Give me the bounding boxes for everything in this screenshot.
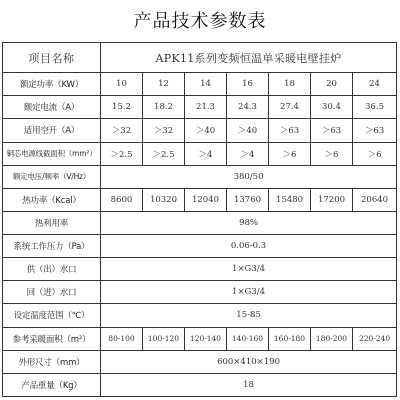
row-value-cell: 21.3 <box>185 96 227 119</box>
row-label: 外形尺寸（mm） <box>3 350 101 373</box>
row-value-cell: 220-240 <box>353 327 397 350</box>
row-value-cell: 15.2 <box>101 96 143 119</box>
row-label: 产品重量（Kg） <box>3 373 101 396</box>
row-value-cell: 180-200 <box>311 327 353 350</box>
row-label: 系统工作压力（Pa） <box>3 235 101 258</box>
row-value-cell: ＞6 <box>311 142 353 165</box>
row-value-cell: 80-100 <box>101 327 143 350</box>
row-label: 额定电流（A） <box>3 96 101 119</box>
table-row <box>3 96 397 119</box>
row-value-cell: 10 <box>101 73 143 96</box>
table-row <box>3 211 397 234</box>
row-label: 铜芯电源线截面积（mm²） <box>3 142 101 165</box>
table-row <box>3 304 397 327</box>
row-value-cell: 14 <box>185 73 227 96</box>
row-value-cell: ＞32 <box>143 119 185 142</box>
row-merged-value: 1×G3/4 <box>101 281 397 304</box>
row-merged-value: 380/50 <box>101 165 397 188</box>
row-merged-value: 98% <box>101 211 397 234</box>
row-merged-value: 600×410×190 <box>101 350 397 373</box>
page-title: 产品技术参数表 <box>133 11 267 32</box>
row-value-cell: 24.3 <box>227 96 269 119</box>
row-value-cell: ＞2.5 <box>101 142 143 165</box>
row-value-cell: ＞32 <box>101 119 143 142</box>
row-value-cell: 120-140 <box>185 327 227 350</box>
row-value-cell: 36.5 <box>353 96 397 119</box>
row-value-cell: 20640 <box>353 188 397 211</box>
table-row <box>3 119 397 142</box>
row-value-cell: 27.4 <box>269 96 311 119</box>
row-value-cell: 18 <box>269 73 311 96</box>
spec-table <box>2 42 397 397</box>
row-merged-value: 18 <box>101 373 397 396</box>
row-value-cell: 13760 <box>227 188 269 211</box>
row-value-cell: 140-160 <box>227 327 269 350</box>
header-model-name: APK11系列变频恒温单采暖电壁挂炉 <box>101 43 397 73</box>
row-merged-value: 1×G3/4 <box>101 258 397 281</box>
row-label: 额定功率（KW） <box>3 73 101 96</box>
row-value-cell: 24 <box>353 73 397 96</box>
row-merged-value: 15-85 <box>101 304 397 327</box>
row-value-cell: 15480 <box>269 188 311 211</box>
row-value-cell: 18.2 <box>143 96 185 119</box>
row-value-cell: ＞40 <box>227 119 269 142</box>
table-row <box>3 258 397 281</box>
row-value-cell: 17200 <box>311 188 353 211</box>
row-value-cell: 8600 <box>101 188 143 211</box>
row-label: 设定温度范围（℃） <box>3 304 101 327</box>
table-row <box>3 327 397 350</box>
table-row <box>3 373 397 396</box>
row-value-cell: ＞40 <box>185 119 227 142</box>
header-item-name: 项目名称 <box>3 43 101 73</box>
row-label: 额定电压/频率（V/Hz） <box>3 165 101 188</box>
table-row <box>3 188 397 211</box>
row-label: 供（出）水口 <box>3 258 101 281</box>
table-row <box>3 235 397 258</box>
table-row <box>3 281 397 304</box>
row-value-cell: ＞4 <box>227 142 269 165</box>
row-merged-value: 0.06-0.3 <box>101 235 397 258</box>
row-label: 热利用率 <box>3 211 101 234</box>
row-value-cell: 12040 <box>185 188 227 211</box>
row-value-cell: 16 <box>227 73 269 96</box>
row-label: 热功率（Kcal） <box>3 188 101 211</box>
table-row <box>3 73 397 96</box>
row-value-cell: 12 <box>143 73 185 96</box>
table-header-row <box>3 43 397 73</box>
row-value-cell: ＞2.5 <box>143 142 185 165</box>
row-value-cell: 160-180 <box>269 327 311 350</box>
row-value-cell: ＞63 <box>311 119 353 142</box>
table-row <box>3 165 397 188</box>
row-label: 回（进）水口 <box>3 281 101 304</box>
table-row <box>3 142 397 165</box>
row-label: 适用空开（A） <box>3 119 101 142</box>
row-value-cell: 10320 <box>143 188 185 211</box>
row-value-cell: ＞6 <box>269 142 311 165</box>
row-value-cell: 100-120 <box>143 327 185 350</box>
row-value-cell: ＞63 <box>353 119 397 142</box>
row-value-cell: ＞4 <box>185 142 227 165</box>
table-row <box>3 350 397 373</box>
row-value-cell: 20 <box>311 73 353 96</box>
row-value-cell: ＞63 <box>269 119 311 142</box>
row-value-cell: ＞6 <box>353 142 397 165</box>
row-label: 参考采暖面积（m²） <box>3 327 101 350</box>
row-value-cell: 30.4 <box>311 96 353 119</box>
